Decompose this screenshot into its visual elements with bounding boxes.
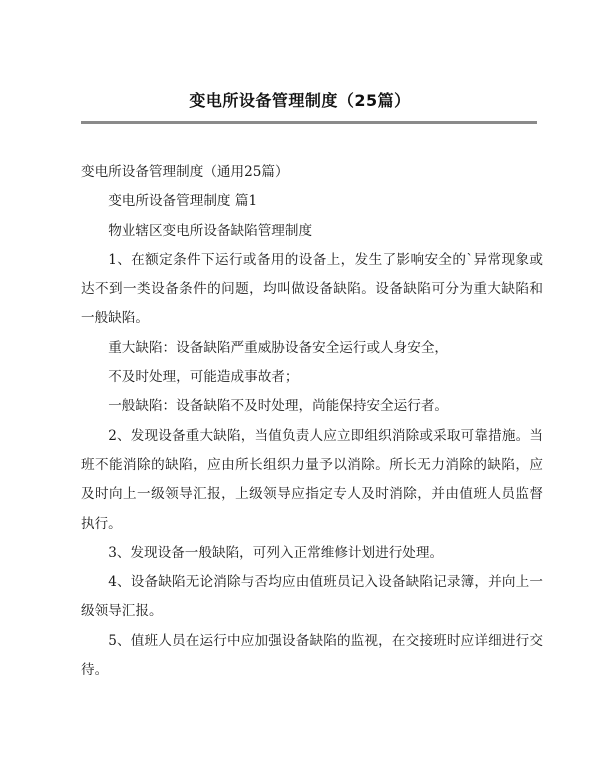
paragraph: 一般缺陷：设备缺陷不及时处理，尚能保持安全运行者。 — [108, 398, 449, 415]
paragraph: 1、在额定条件下运行或备用的设备上，发生了影响安全的`异常现象或达不到一类设备条件的问题，均叫做设备缺陷。设备缺陷可分为重大缺陷和一般缺陷。 — [81, 251, 543, 327]
paragraph: 物业辖区变电所设备缺陷管理制度 — [108, 222, 313, 239]
paragraph: 变电所设备管理制度 篇1 — [108, 193, 258, 210]
title-divider — [81, 121, 537, 124]
paragraph: 4、设备缺陷无论消除与否均应由值班员记入设备缺陷记录簿，并向上一级领导汇报。 — [81, 574, 543, 620]
paragraph: 5、值班人员在运行中应加强设备缺陷的监视，在交接班时应详细进行交待。 — [81, 632, 543, 679]
paragraph: 3、发现设备一般缺陷，可列入正常维修计划进行处理。 — [108, 544, 444, 561]
paragraph: 变电所设备管理制度（通用25篇） — [81, 164, 289, 180]
paragraph: 重大缺陷：设备缺陷严重威胁设备安全运行或人身安全， — [108, 339, 449, 356]
document-body — [81, 158, 543, 685]
paragraph: 2、发现设备重大缺陷，当值负责人应立即组织消除或采取可靠措施。当班不能消除的缺陷，应由所长组织力量予以消除。所长无力消除的缺陷，应及时向上一级领导汇报，上级领导应指定专人及时消除，并由值班人员监督执行。 — [81, 427, 543, 532]
paragraph: 不及时处理，可能造成事故者； — [108, 369, 299, 386]
document-title: 变电所设备管理制度（25篇） — [189, 91, 411, 110]
